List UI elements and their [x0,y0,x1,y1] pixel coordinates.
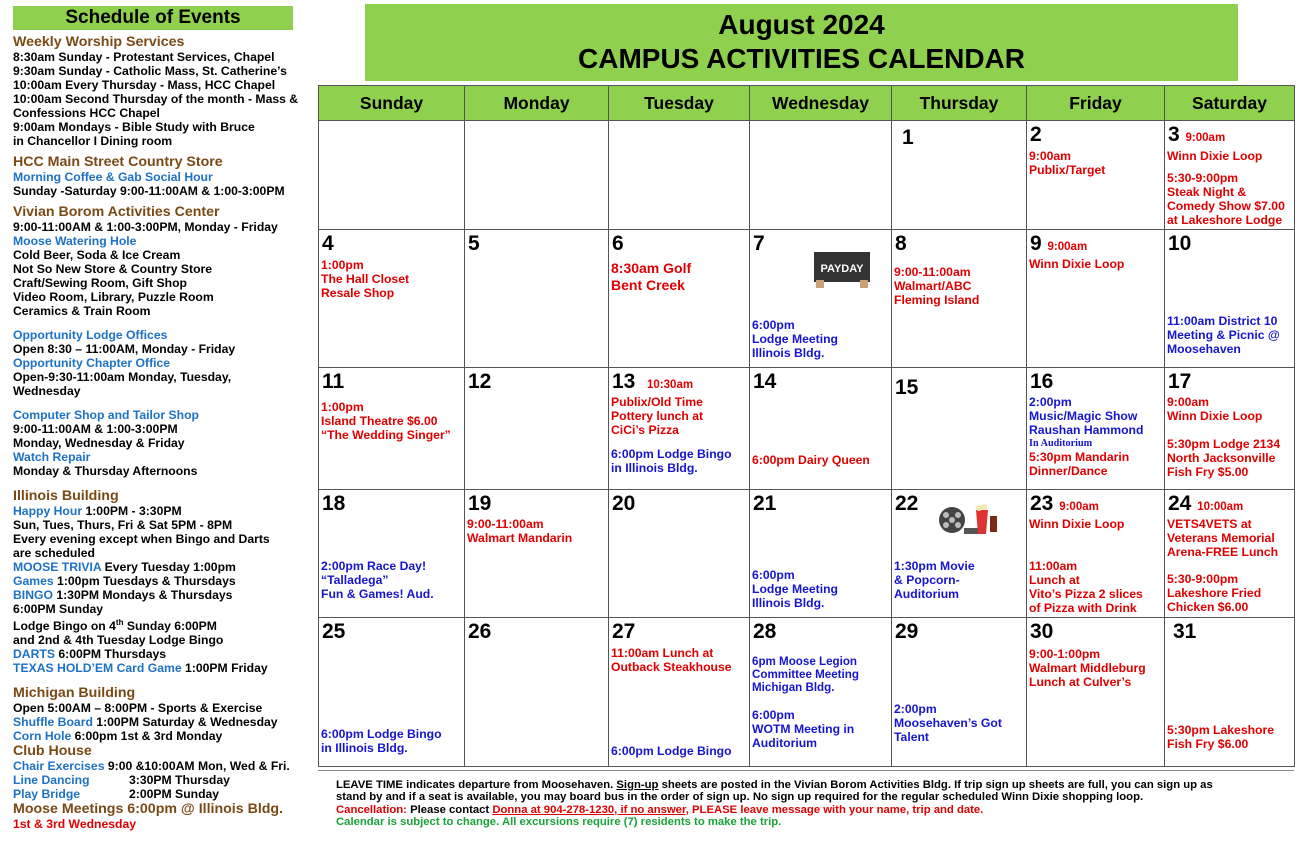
event: 11:00am Lunch at Vito’s Pizza 2 slices of Pizza with Drink [1029,559,1143,615]
day-cell [1027,230,1165,368]
event: 2:00pm Music/Magic Show Raushan Hammond In Auditorium [1029,395,1144,449]
chapter-office-sub: Opportunity Chapter Office [13,356,171,370]
day-cell [750,618,892,767]
lodge-bingo-a: Lodge Bingo on 4 [13,619,116,634]
day-number: 22 [895,492,919,515]
day-number: 26 [468,620,492,643]
event: 6pm Moose Legion Committee Meeting Michigan Bldg. [752,655,859,694]
event: 6:00pm Lodge Bingo [611,744,732,758]
day-number: 21 [753,492,777,515]
event: 8:30am Golf Bent Creek [611,260,692,293]
event: 2:00pm Moosehaven’s Got Talent [894,702,1002,744]
event: 5:30pm Lakeshore Fish Fry $6.00 [1167,723,1275,751]
day-cell [319,490,465,618]
day-cell [750,490,892,618]
store-heading: HCC Main Street Country Store [13,154,223,170]
chapter-office-days: Wednesday [13,384,81,398]
vivian-hours: 9:00-11:00AM & 1:00-3:00PM, Monday - Friday [13,220,278,234]
day-number: 8 [895,232,907,255]
event: 9:00-11:00am Walmart Mandarin [467,517,573,545]
watch-repair-sub: Watch Repair [13,450,91,464]
vivian-line: Craft/Sewing Room, Gift Shop [13,276,188,290]
store-line: Sunday -Saturday 9:00-11:00AM & 1:00-3:00PM [13,184,285,198]
calendar-header [365,4,1238,81]
event: 6:00pm Lodge Bingo in Illinois Bldg. [611,447,732,475]
bridge-time: 2:00PM Sunday [129,787,220,802]
day-number: 18 [322,492,346,515]
event: 5:30-9:00pm Steak Night & Comedy Show $7.00 at Lakeshore Lodge [1167,171,1285,227]
event: Winn Dixie Loop [1167,149,1263,163]
clubhouse-heading: Club House [13,743,92,760]
day-number: 30 [1030,620,1054,643]
shuffle-time: 1:00PM Saturday & Wednesday [92,715,278,730]
footer-note: Calendar is subject to change. All excursions require (7) residents to make the trip. [336,816,782,829]
bingo-time: 1:30PM Mondays & Thursdays [52,588,233,602]
line-dancing-time: 3:30PM Thursday [129,773,230,788]
day-number: 10 [1168,232,1192,255]
day-cell [1165,618,1295,767]
day-number: 12 [468,370,492,393]
event: 11:00am District 10 Meeting & Picnic @ Moosehaven [1167,314,1280,356]
worship-line: 9:30am Sunday - Catholic Mass, St. Catherine’s [13,64,287,78]
event: 9:00am Winn Dixie Loop [1167,395,1263,423]
watch-repair-days: Monday & Thursday Afternoons [13,464,198,478]
footer-cancellation: Cancellation: Please contact Donna at 904-278-1230, if no answer, PLEASE leave message with your name, trip and date. [336,803,984,816]
event: VETS4VETS at Veterans Memorial Arena-FREE Lunch [1167,517,1279,559]
cornhole-label: Corn Hole [13,729,72,744]
calendar-grid [318,85,1295,767]
michigan-heading: Michigan Building [13,685,136,702]
day-number: 29 [895,620,919,643]
event: 9:00am Publix/Target [1029,149,1106,177]
vivian-line: Ceramics & Train Room [13,304,151,318]
day-cell [1027,618,1165,767]
worship-line: Confessions HCC Chapel [13,106,160,120]
day-number: 23 9:00am [1030,492,1099,515]
vivian-heading: Vivian Borom Activities Center [13,204,220,220]
illinois-line: 6:00PM Sunday [13,602,104,616]
chair-time: 9:00 &10:00AM Mon, Wed & Fri. [104,759,290,774]
event: 6:00pm Lodge Bingo in Illinois Bldg. [321,727,442,755]
day-cell [609,368,750,490]
event: 6:00pm Lodge Meeting Illinois Bldg. [752,318,838,360]
games-label: Games [13,574,54,588]
computer-shop-days: Monday, Wednesday & Friday [13,436,185,450]
illinois-line: are scheduled [13,546,95,560]
day-cell-empty [465,121,609,230]
day-cell [319,368,465,490]
happy-hour-label: Happy Hour [13,504,83,518]
texas-time: 1:00PM Friday [181,661,268,676]
day-cell [892,121,1027,230]
day-cell [609,490,750,618]
day-number: 14 [753,370,777,393]
payday-sign-icon [812,250,872,288]
day-number: 17 [1168,370,1192,393]
event: 6:00pm Lodge Meeting Illinois Bldg. [752,568,838,610]
event: Publix/Old Time Pottery lunch at CiCi’s Pizza [611,395,704,437]
lodge-office-sub: Opportunity Lodge Offices [13,328,168,342]
day-header-sunday: Sunday [319,86,465,121]
day-cell [892,490,1027,618]
day-number: 27 [612,620,636,643]
day-number: 28 [753,620,777,643]
event: Winn Dixie Loop [1029,257,1125,271]
cornhole-time: 6:00pm 1st & 3rd Monday [71,729,223,744]
footer-divider [318,770,1294,771]
day-header-saturday: Saturday [1165,86,1295,121]
day-number: 7 [753,232,765,255]
day-number: 13 10:30am [612,370,694,393]
day-number: 11 [322,370,345,393]
trivia-label: MOOSE TRIVIA [13,560,102,574]
day-number: 16 [1030,370,1054,393]
michigan-hours: Open 5:00AM – 8:00PM - Sports & Exercise [13,701,263,716]
vivian-line: Video Room, Library, Puzzle Room [13,290,214,304]
texas-label: TEXAS HOLD’EM Card Game [13,661,182,676]
worship-heading: Weekly Worship Services [13,34,185,50]
day-number: 2 [1030,123,1042,146]
darts-label: DARTS [13,647,55,662]
illinois-line: and 2nd & 4th Tuesday Lodge Bingo [13,633,224,648]
darts-time: 6:00PM Thursdays [54,647,167,662]
day-number: 15 [895,376,919,399]
calendar-footer [336,779,1296,829]
day-cell-empty [609,121,750,230]
trivia-time: Every Tuesday 1:00pm [101,560,236,574]
footer-line: stand by and if a seat is available, you may board bus in the order of sign up. No sign up required for the regular scheduled Winn Dixie shopping loop. [336,791,1144,804]
event: 9:00-1:00pm Walmart Middleburg Lunch at Culver’s [1029,647,1146,689]
worship-line: 10:00am Every Thursday - Mass, HCC Chapel [13,78,276,92]
moose-meetings-line: 1st & 3rd Wednesday [13,817,137,832]
day-cell [750,368,892,490]
bingo-label: BINGO [13,588,53,602]
illinois-line: Every evening except when Bingo and Darts [13,532,270,546]
day-number: 31 [1173,620,1197,643]
day-number: 1 [902,126,914,149]
day-cell [465,230,609,368]
event: 1:30pm Movie & Popcorn- Auditorium [894,559,975,601]
worship-line: 9:00am Mondays - Bible Study with Bruce [13,120,255,134]
day-cell [892,368,1027,490]
store-sub: Morning Coffee & Gab Social Hour [13,170,213,184]
payday-sign-text: PAYDAY [820,263,864,275]
event: 5:30-9:00pm Lakeshore Fried Chicken $6.00 [1167,572,1262,614]
bridge-label: Play Bridge [13,787,81,802]
event: 5:30pm Mandarin Dinner/Dance [1029,450,1130,478]
event: 5:30pm Lodge 2134 North Jacksonville Fish Fry $5.00 [1167,437,1281,479]
day-header-monday: Monday [465,86,609,121]
day-number: 4 [322,232,334,255]
day-cell [1027,490,1165,618]
film-reel-popcorn-icon [936,498,1000,538]
day-number: 9 9:00am [1030,232,1088,255]
day-number: 19 [468,492,492,515]
day-header-tuesday: Tuesday [609,86,750,121]
shuffle-label: Shuffle Board [13,715,93,730]
day-cell [1027,121,1165,230]
day-header-thursday: Thursday [892,86,1027,121]
footer-line: LEAVE TIME indicates departure from Moosehaven. Sign-up sheets are posted in the Vivian Borom Activities Bldg. If trip sign up sheets are full, you can sign up as [336,779,1213,791]
chair-label: Chair Exercises [13,759,105,774]
day-header-wednesday: Wednesday [750,86,892,121]
day-cell-empty [319,121,465,230]
day-cell-empty [750,121,892,230]
happy-hour-time: 1:00PM - 3:30PM [82,504,182,518]
day-cell [1165,121,1295,230]
sidebar-title: Schedule of Events [13,6,293,30]
day-cell [1165,368,1295,490]
line-dancing-label: Line Dancing [13,773,90,788]
day-cell [892,230,1027,368]
computer-shop-hours: 9:00-11:00AM & 1:00-3:00PM [13,422,178,436]
worship-line: in Chancellor I Dining room [13,134,173,148]
day-number: 25 [322,620,346,643]
vivian-line: Cold Beer, Soda & Ice Cream [13,248,181,262]
schedule-sidebar [13,6,315,831]
event: 11:00am Lunch at Outback Steakhouse [611,646,732,674]
day-cell [892,618,1027,767]
event: 2:00pm Race Day! “Talladega” Fun & Games! Aud. [321,559,434,601]
day-cell [1165,230,1295,368]
day-cell [465,618,609,767]
day-header-friday: Friday [1027,86,1165,121]
day-cell [609,230,750,368]
day-cell [319,618,465,767]
event: 1:00pm Island Theatre $6.00 “The Wedding Singer” [321,400,451,442]
day-cell [750,230,892,368]
calendar-title: CAMPUS ACTIVITIES CALENDAR [578,43,1025,74]
event: 1:00pm The Hall Closet Resale Shop [321,258,410,300]
illinois-heading: Illinois Building [13,488,119,504]
day-cell [609,618,750,767]
games-time: 1:00pm Tuesdays & Thursdays [53,574,236,588]
event: 6:00pm Dairy Queen [752,453,870,467]
event: Winn Dixie Loop [1029,517,1125,531]
day-cell [465,490,609,618]
day-cell [1027,368,1165,490]
day-cell [465,368,609,490]
day-cell [319,230,465,368]
day-cell [1165,490,1295,618]
day-number: 20 [612,492,636,515]
day-number: 5 [468,232,480,255]
chapter-office-hours: Open-9:30-11:00am Monday, Tuesday, [13,370,232,384]
computer-shop-sub: Computer Shop and Tailor Shop [13,408,199,422]
lodge-office-hours: Open 8:30 – 11:00AM, Monday - Friday [13,342,236,356]
illinois-line: Sun, Tues, Thurs, Fri & Sat 5PM - 8PM [13,518,233,532]
vivian-line: Not So New Store & Country Store [13,262,213,276]
worship-line: 8:30am Sunday - Protestant Services, Chapel [13,50,275,64]
vivian-sub: Moose Watering Hole [13,234,137,248]
lodge-bingo-b: Sunday 6:00PM [123,619,217,634]
day-number: 24 10:00am [1168,492,1244,515]
event: 9:00-11:00am Walmart/ABC Fleming Island [894,265,980,307]
event: 6:00pm WOTM Meeting in Auditorium [752,708,855,750]
lodge-bingo-sup: th [115,618,124,627]
moose-meetings-heading: Moose Meetings 6:00pm @ Illinois Bldg. [13,801,284,818]
day-number: 3 9:00am [1168,123,1226,146]
day-number: 6 [612,232,624,255]
calendar-month: August 2024 [718,9,885,40]
worship-line: 10:00am Second Thursday of the month - Mass & [13,92,299,106]
